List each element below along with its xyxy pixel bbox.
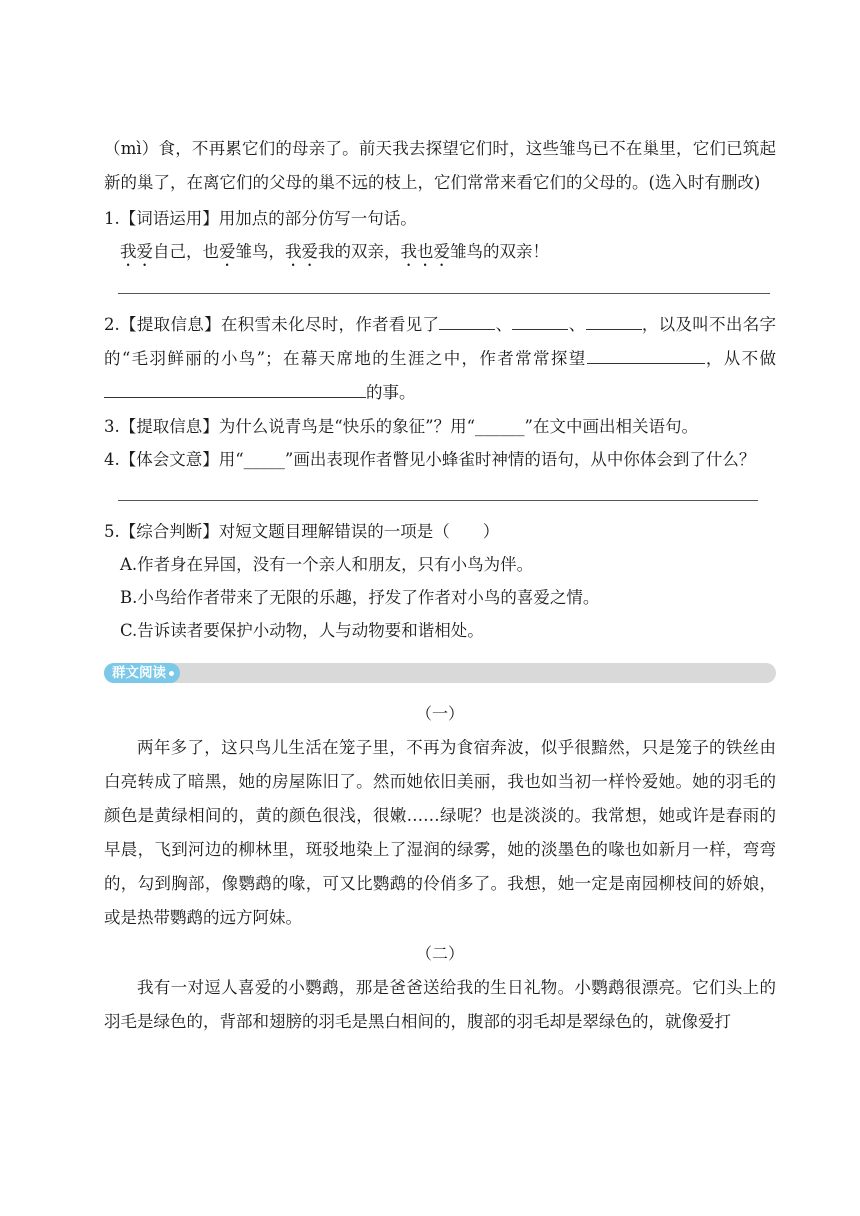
option-c[interactable]: C.告诉读者要保护小动物，人与动物要和谐相处。 — [120, 621, 484, 640]
passage-2-heading: （二） — [415, 944, 464, 963]
example-text: 自己，也 — [153, 242, 219, 261]
passage-1-text: 两年多了，这只鸟儿生活在笼子里，不再为食宿奔波，似乎很黯然，只是笼子的铁丝由白亮转成了暗黑，她的房屋陈旧了。然而她依旧美丽，我也如当初一样怜爱她。她的羽毛的颜色是黄绿相间的，黄的颜色很浅，很嫩……绿呢？也是淡淡的。我常想，她或许是春雨的早晨，飞到河边的柳林里，斑驳地染上了湿润的绿雾，她的淡墨色的喙也如新月一样，弯弯的，勾到胸部，像鹦鹉的喙，可又比鹦鹉的伶俏多了。我想，她一定是南园柳枝间的娇娘，或是热带鹦鹉的远方阿妹。 — [104, 738, 776, 927]
blank-q2-1[interactable] — [439, 311, 495, 330]
question-1-example — [104, 235, 776, 270]
dotted-phrase: 爱 — [219, 242, 236, 261]
question-5: 5.【综合判断】对短文题目理解错误的一项是（ ） — [104, 522, 500, 541]
option-b[interactable]: B.小鸟给作者带来了无限的乐趣，抒发了作者对小鸟的喜爱之情。 — [120, 588, 600, 607]
worksheet-page — [104, 132, 776, 1039]
question-4: 4.【体会文意】用“_____”画出表现作者瞥见小蜂雀时神情的语句，从中你体会到了什么？ — [104, 450, 756, 469]
intro-paragraph: （mì）食，不再累它们的母亲了。前天我去探望它们时，这些雏鸟已不在巢里，它们已筑起新的巢了，在离它们的父母的巢不远的枝上，它们常常来看它们的父母的。(选入时有删改) — [104, 139, 776, 192]
dotted-phrase: 我爱 — [285, 242, 318, 261]
section-banner — [104, 663, 776, 683]
passage-1-heading: （一） — [415, 704, 464, 723]
question-2 — [104, 308, 776, 410]
answer-line-q1[interactable] — [118, 292, 770, 294]
question-1: 1.【词语运用】用加点的部分仿写一句话。 — [104, 209, 417, 228]
q2-mid2: ，从不做 — [704, 349, 776, 368]
example-text: 我的双亲， — [318, 242, 401, 261]
dotted-phrase: 我也爱 — [400, 242, 450, 261]
q2-sep: 、 — [495, 315, 513, 334]
blank-q2-2[interactable] — [512, 311, 568, 330]
q2-suffix: 的事。 — [366, 383, 416, 402]
answer-line-q4[interactable] — [118, 499, 758, 501]
example-text: 雏鸟的双亲！ — [450, 242, 549, 261]
example-text: 雏鸟， — [235, 242, 285, 261]
blank-q2-3[interactable] — [586, 311, 642, 330]
dot-icon — [169, 671, 174, 676]
section-tag — [104, 663, 180, 683]
section-title: 群文阅读 — [112, 665, 166, 681]
option-a[interactable]: A.作者身在异国，没有一个亲人和朋友，只有小鸟为伴。 — [120, 555, 534, 574]
question-3: 3.【提取信息】为什么说青鸟是“快乐的象征”？用“______”在文中画出相关语句。 — [104, 417, 698, 436]
q2-sep: 、 — [568, 315, 586, 334]
q2-mid1: ，以及叫不出名字的“毛羽鲜丽的小鸟”；在幕天席地的生涯之中，作者常常探望 — [104, 315, 776, 368]
blank-q2-5[interactable] — [104, 379, 366, 398]
dotted-phrase: 我爱 — [120, 242, 153, 261]
blank-q2-4[interactable] — [587, 345, 705, 364]
passage-2-text: 我有一对逗人喜爱的小鹦鹉，那是爸爸送给我的生日礼物。小鹦鹉很漂亮。它们头上的羽毛是绿色的，背部和翅膀的羽毛是黑白相间的，腹部的羽毛却是翠绿色的，就像爱打 — [104, 978, 776, 1031]
q2-prefix: 2.【提取信息】在积雪未化尽时，作者看见了 — [104, 315, 440, 334]
